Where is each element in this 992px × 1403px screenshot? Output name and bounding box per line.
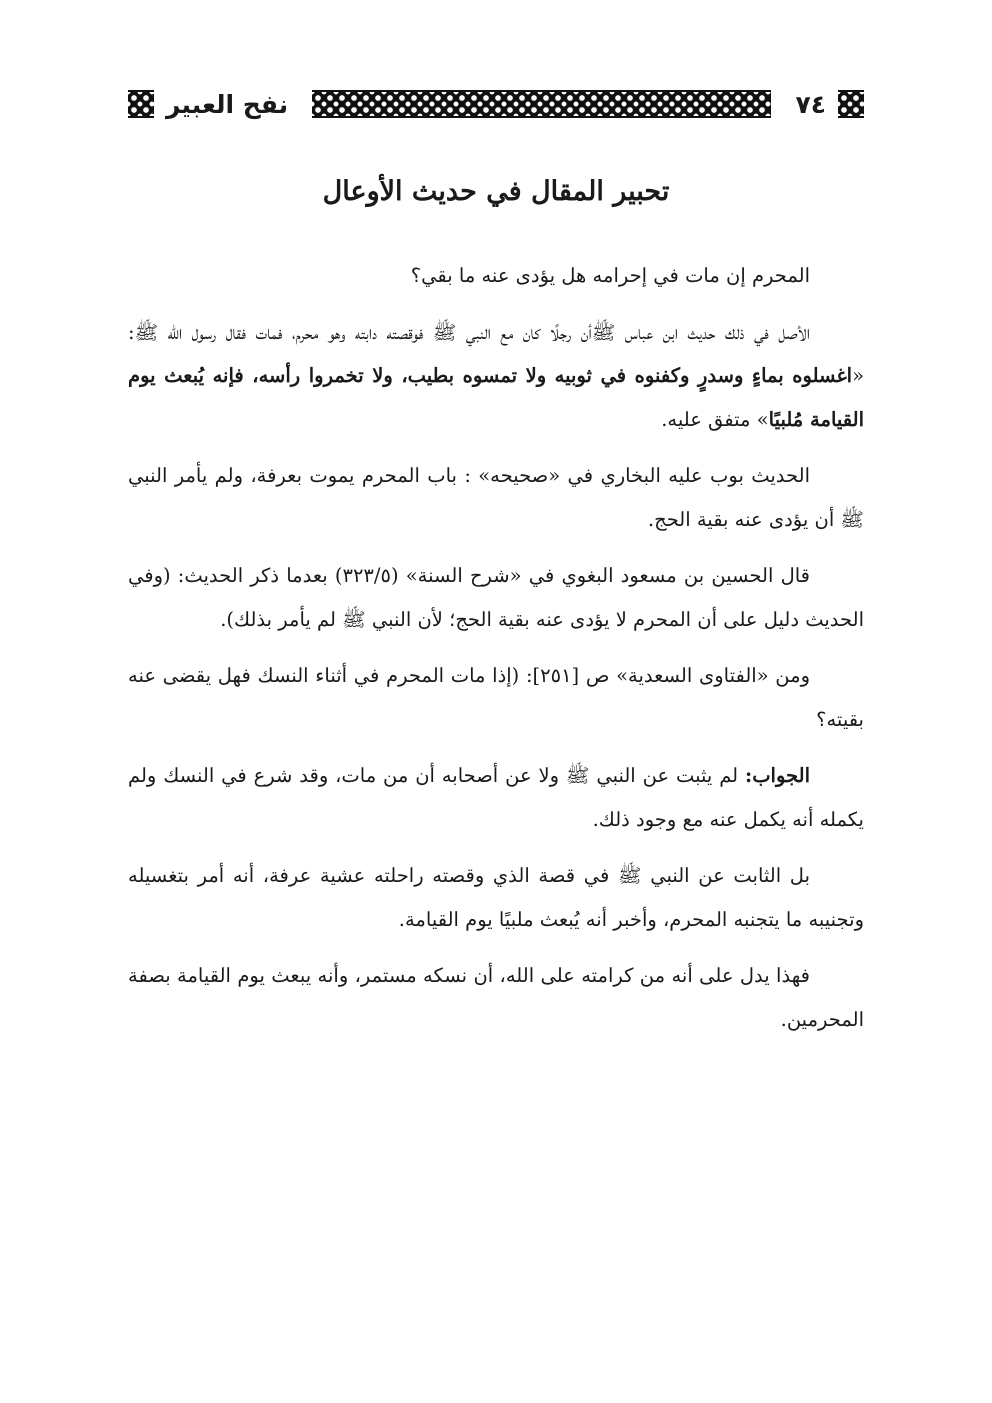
paragraph-bukhari: الحديث بوب عليه البخاري في «صحيحه» : باب المحرم يموت بعرفة، ولم يأمر النبي ﷺ أن يؤدى عنه بقية الحج. bbox=[128, 464, 864, 531]
ornament-border-left bbox=[128, 90, 154, 118]
paragraph-hadith bbox=[128, 311, 864, 442]
body-text bbox=[128, 254, 864, 1054]
paragraph-answer bbox=[128, 754, 864, 841]
paragraph-baghawi: قال الحسين بن مسعود البغوي في «شرح السنة» (٣٢٣/٥) بعدما ذكر الحديث: (وفي الحديث دليل على أن المحرم لا يؤدى عنه بقية الحج؛ لأن النبي ﷺ لم يأمر بذلك). bbox=[128, 564, 864, 631]
hadith-quote: اغسلوه بماءٍ وسدرٍ وكفنوه في ثوبيه ولا تمسوه بطيب، ولا تخمروا رأسه، فإنه يُبعث يوم القيامة مُلبيًا bbox=[128, 364, 864, 431]
hadith-source: » متفق عليه. bbox=[661, 407, 769, 431]
hadith-intro: الأصل في ذلك حديث ابن عباس ﷺأن رجلًا كان مع النبي ﷺ فوقصته دابته وهو محرم، فمات فقال رسول الله ﷺ: « bbox=[128, 320, 864, 387]
paragraph-proof: بل الثابت عن النبي ﷺ في قصة الذي وقصته راحلته عشية عرفة، أنه أمر بتغسيله وتجنيبه ما يتجنبه المحرم، وأخبر أنه يُبعث ملبيًا يوم القيامة. bbox=[128, 864, 864, 931]
book-title: نفح العبير bbox=[166, 89, 289, 119]
answer-label: الجواب: bbox=[745, 764, 810, 787]
chapter-title: تحبير المقال في حديث الأوعال bbox=[322, 176, 670, 207]
answer-text: لم يثبت عن النبي ﷺ ولا عن أصحابه أن من مات، وقد شرع في النسك ولم يكمله أنه يكمل عنه مع وجود ذلك. bbox=[128, 764, 864, 831]
ornament-border-middle bbox=[312, 90, 771, 118]
paragraph-fatawa: ومن «الفتاوى السعدية» ص [٢٥١]: (إذا مات المحرم في أثناء النسك فهل يقضى عنه بقيته؟ bbox=[128, 664, 864, 731]
running-header bbox=[128, 84, 864, 124]
paragraph-conclusion: فهذا يدل على أنه من كرامته على الله، أن نسكه مستمر، وأنه يبعث يوم القيامة بصفة المحرمين. bbox=[128, 964, 864, 1031]
paragraph-question: المحرم إن مات في إحرامه هل يؤدى عنه ما بقي؟ bbox=[410, 264, 810, 287]
ornament-border-right bbox=[838, 90, 864, 118]
page-number: ٧٤ bbox=[795, 89, 826, 119]
